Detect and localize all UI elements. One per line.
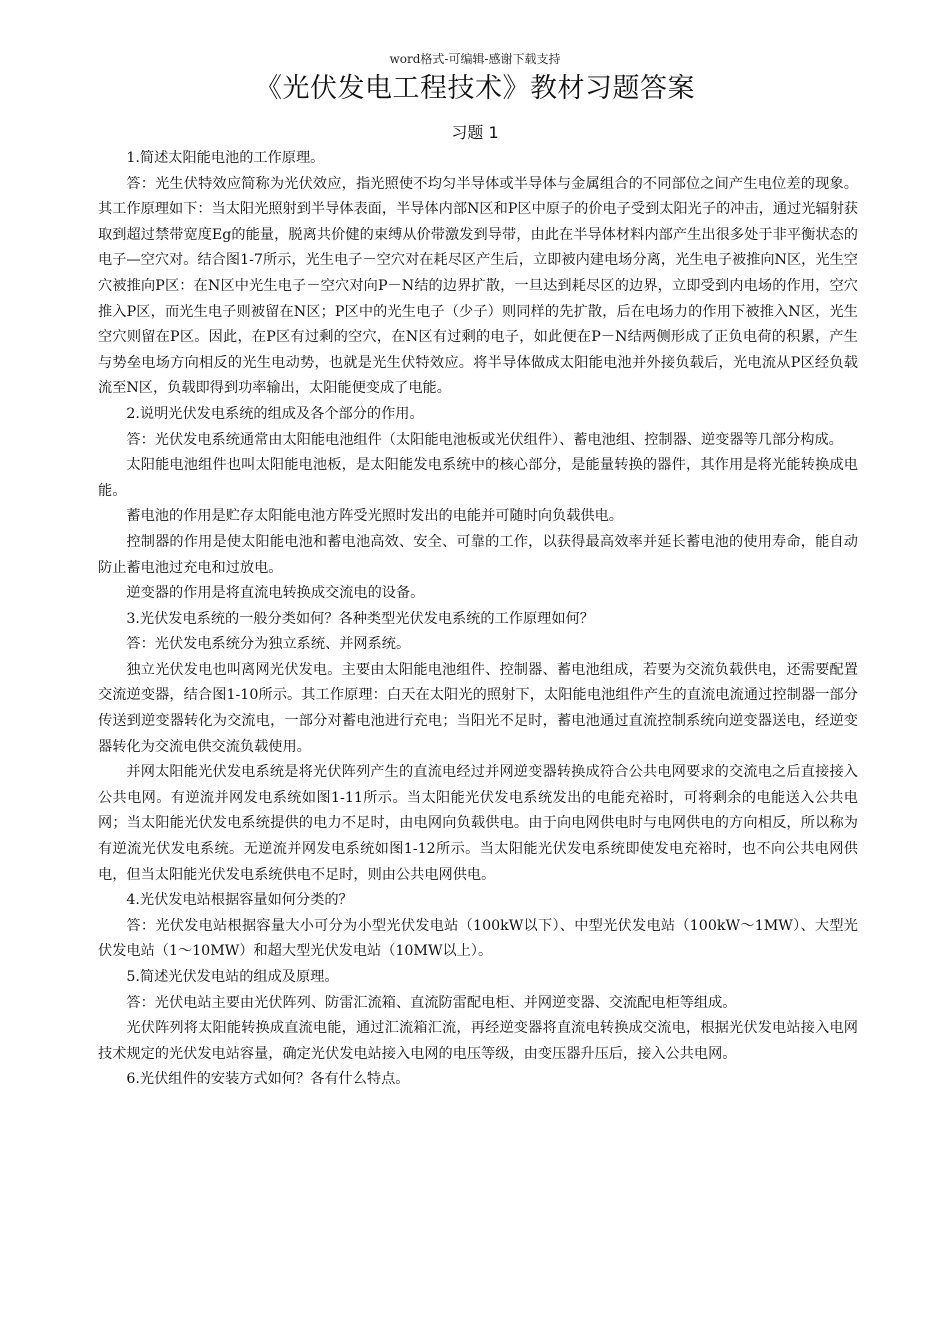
answer-2: 答：光伏发电系统通常由太阳能电池组件（太阳能电池板或光伏组件）、蓄电池组、控制器、逆变器等几部分构成。	[126, 431, 843, 448]
question-2: 2.说明光伏发电系统的组成及各个部分的作用。	[126, 405, 424, 422]
answer-5: 答：光伏电站主要由光伏阵列、防雷汇流箱、直流防雷配电柜、并网逆变器、交流配电柜等组成。	[126, 994, 737, 1011]
question-4: 4.光伏发电站根据容量如何分类的？	[126, 892, 353, 909]
question-6: 6.光伏组件的安装方式如何？各有什么特点。	[126, 1071, 410, 1088]
document-title: 《光伏发电工程技术》教材习题答案	[255, 73, 695, 104]
answer-2-battery: 蓄电池的作用是贮存太阳能电池方阵受光照时发出的电能并可随时向负载供电。	[126, 508, 623, 525]
header-note: word格式-可编辑-感谢下载支持	[389, 52, 561, 66]
section-title: 习题 1	[451, 123, 499, 142]
answer-3-standalone: 独立光伏发电也叫离网光伏发电。主要由太阳能电池组件、控制器、蓄电池组成，若要为交流负载供电，还需要配置交流逆变器，结合图1-10所示。其工作原理：白天在太阳光的照射下，太阳能电池组件产生的直流电流通过控制器一部分传送到逆变器转化为交流电，一部分对蓄电池进行充电；当阳光不足时，蓄电池通过直流控制系统向逆变器送电，经逆变器转化为交流电供交流负载使用。	[98, 661, 858, 755]
answer-3: 答：光伏发电系统分为独立系统、并网系统。	[126, 636, 411, 653]
answer-1: 答：光生伏特效应简称为光伏效应，指光照使不均匀半导体或半导体与金属组合的不同部位之间产生电位差的现象。其工作原理如下：当太阳光照射到半导体表面，半导体内部N区和P区中原子的价电子受到太阳光子的冲击，通过光辐射获取到超过禁带宽度Eg的能量，脱离共价健的束缚从价带激发到导带，由此在半导体材料内部产生出很多处于非平衡状态的电子—空穴对。结合图1-7所示，光生电子－空穴对在耗尽区产生后，立即被内建电场分离，光生电子被推向N区，光生空穴被推向P区：在N区中光生电子－空穴对向P－N结的边界扩散，一旦达到耗尽区的边界，立即受到内电场的作用，空穴推入P区，而光生电子则被留在N区；P区中的光生电子（少子）则同样的先扩散，后在电场力的作用下被推入N区，光生空穴则留在P区。因此，在P区有过剩的空穴，在N区有过剩的电子，如此便在P－N结两侧形成了正负电荷的积累，产生与势垒电场方向相反的光生电动势，也就是光生伏特效应。将半导体做成太阳能电池并外接负载后，光电流从P区经负载流至N区，负载即得到功率输出，太阳能便变成了电能。	[98, 175, 858, 397]
answer-2-panel: 太阳能电池组件也叫太阳能电池板，是太阳能发电系统中的核心部分，是能量转换的器件，其作用是将光能转换成电能。	[98, 457, 858, 499]
answer-2-inverter: 逆变器的作用是将直流电转换成交流电的设备。	[126, 585, 425, 602]
question-1: 1.简述太阳能电池的工作原理。	[126, 150, 325, 166]
answer-5-principle: 光伏阵列将太阳能转换成直流电能，通过汇流箱汇流，再经逆变器将直流电转换成交流电，根据光伏发电站接入电网技术规定的光伏发电站容量，确定光伏发电站接入电网的电压等级，由变压器升压后，接入公共电网。	[98, 1020, 858, 1062]
question-5: 5.简述光伏发电站的组成及原理。	[126, 969, 339, 985]
answer-2-controller: 控制器的作用是使太阳能电池和蓄电池高效、安全、可靠的工作，以获得最高效率并延长蓄电池的使用寿命，能自动防止蓄电池过充电和过放电。	[98, 533, 858, 576]
answer-4: 答：光伏发电站根据容量大小可分为小型光伏发电站（100kW以下）、中型光伏发电站（100kW～1MW）、大型光伏发电站（1～10MW）和超大型光伏发电站（10MW以上）。	[98, 917, 858, 960]
question-3: 3.光伏发电系统的一般分类如何？各种类型光伏发电系统的工作原理如何？	[126, 610, 594, 627]
answer-3-grid-tied: 并网太阳能光伏发电系统是将光伏阵列产生的直流电经过并网逆变器转换成符合公共电网要求的交流电之后直接接入公共电网。有逆流并网发电系统如图1-11所示。当太阳能光伏发电系统发出的电能充裕时，可将剩余的电能送入公共电网；当太阳能光伏发电系统提供的电力不足时，由电网向负载供电。由于向电网供电时与电网供电的方向相反，所以称为有逆流光伏发电系统。无逆流并网发电系统如图1-12所示。当太阳能光伏发电系统即使发电充裕时，也不向公共电网供电，但当太阳能光伏发电系统供电不足时，则由公共电网供电。	[98, 764, 858, 883]
body-text	[98, 146, 858, 1093]
